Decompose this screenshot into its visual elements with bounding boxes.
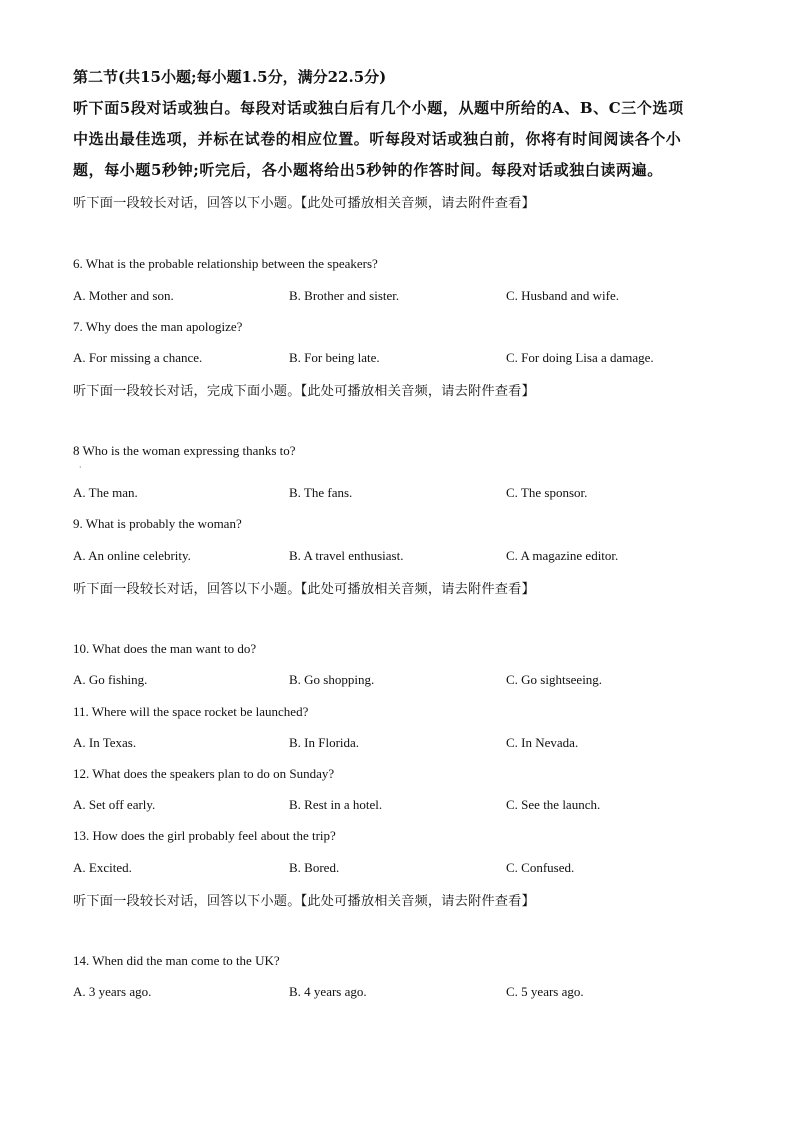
stray-dot-mark: · — [79, 463, 82, 472]
question-14: 14. When did the man come to the UK? — [73, 953, 280, 968]
q12-option-a: A. Set off early. — [73, 797, 156, 812]
q13-option-c: C. Confused. — [506, 860, 575, 875]
q14-option-b: B. 4 years ago. — [289, 984, 367, 999]
q10-option-b: B. Go shopping. — [289, 672, 375, 687]
q12-option-c: C. See the launch. — [506, 797, 601, 812]
q13-option-b: B. Bored. — [289, 860, 340, 875]
q7-option-a: A. For missing a chance. — [73, 350, 203, 365]
q8-option-b: B. The fans. — [289, 485, 353, 500]
intro-line-3: 题，每小题5秒钟;听完后，各小题将给出5秒钟的作答时间。每段对话或独白读两遍。 — [73, 161, 663, 179]
q9-option-a: A. An online celebrity. — [73, 548, 191, 563]
instruction-2: 听下面一段较长对话，完成下面小题。【此处可播放相关音频，请去附件查看】 — [73, 384, 535, 399]
question-6: 6. What is the probable relationship between the speakers? — [73, 256, 378, 271]
q11-option-a: A. In Texas. — [73, 735, 137, 750]
intro-line-2: 中选出最佳选项，并标在试卷的相应位置。听每段对话或独白前，你将有时间阅读各个小 — [73, 130, 682, 148]
q6-option-b: B. Brother and sister. — [289, 288, 400, 303]
q9-option-b: B. A travel enthusiast. — [289, 548, 404, 563]
q8-option-c: C. The sponsor. — [506, 485, 588, 500]
q12-option-b: B. Rest in a hotel. — [289, 797, 383, 812]
question-8: 8 Who is the woman expressing thanks to? — [73, 443, 296, 458]
q6-option-a: A. Mother and son. — [73, 288, 174, 303]
q13-option-a: A. Excited. — [73, 860, 132, 875]
section-heading: 第二节(共15小题;每小题1.5分，满分22.5分) — [73, 68, 387, 86]
q11-option-c: C. In Nevada. — [506, 735, 579, 750]
q9-option-c: C. A magazine editor. — [506, 548, 619, 563]
intro-line-1: 听下面5段对话或独白。每段对话或独白后有几个小题，从题中所给的A、B、C三个选项 — [73, 99, 684, 117]
instruction-4: 听下面一段较长对话，回答以下小题。【此处可播放相关音频，请去附件查看】 — [73, 894, 535, 909]
instruction-1: 听下面一段较长对话，回答以下小题。【此处可播放相关音频，请去附件查看】 — [73, 196, 535, 211]
q14-option-a: A. 3 years ago. — [73, 984, 152, 999]
question-11: 11. Where will the space rocket be launched? — [73, 704, 309, 719]
instruction-3: 听下面一段较长对话，回答以下小题。【此处可播放相关音频，请去附件查看】 — [73, 582, 535, 597]
q14-option-c: C. 5 years ago. — [506, 984, 584, 999]
question-7: 7. Why does the man apologize? — [73, 319, 243, 334]
q8-option-a: A. The man. — [73, 485, 138, 500]
q11-option-b: B. In Florida. — [289, 735, 360, 750]
q7-option-b: B. For being late. — [289, 350, 380, 365]
question-10: 10. What does the man want to do? — [73, 641, 257, 656]
q7-option-c: C. For doing Lisa a damage. — [506, 350, 654, 365]
question-9: 9. What is probably the woman? — [73, 516, 242, 531]
q10-option-c: C. Go sightseeing. — [506, 672, 603, 687]
question-12: 12. What does the speakers plan to do on Sunday? — [73, 766, 335, 781]
q6-option-c: C. Husband and wife. — [506, 288, 620, 303]
q10-option-a: A. Go fishing. — [73, 672, 148, 687]
question-13: 13. How does the girl probably feel about the trip? — [73, 828, 336, 843]
